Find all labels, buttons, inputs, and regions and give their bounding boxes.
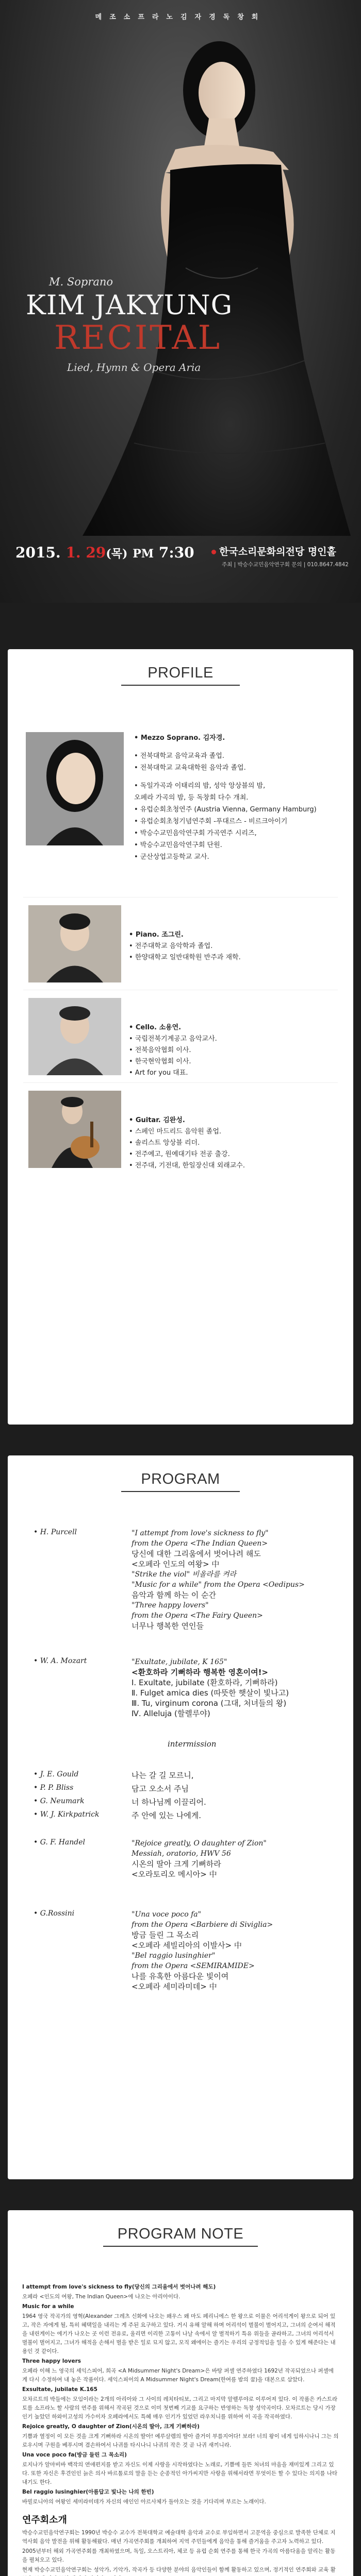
date-time: 7:30 [158, 544, 194, 561]
program-item [8, 1810, 353, 1824]
note-paragraph: Una voce poco fa(방금 들린 그 목소리) [22, 2452, 127, 2458]
work-line: "Bel raggio lusinghier" [132, 1952, 216, 1960]
work-line: 시온의 딸아 크게 기뻐하라 [132, 1859, 221, 1869]
bio-item: • 국립전북기계공고 음악교사. [129, 1035, 217, 1043]
event-date [15, 544, 194, 561]
program-item [8, 1797, 353, 1810]
composer-name: • W. A. Mozart [34, 1657, 87, 1665]
composer-name: • G. Neumark [34, 1797, 85, 1805]
program-note-panel [8, 2210, 353, 2576]
program-title: PROGRAM [141, 1471, 220, 1487]
concert-poster [0, 0, 361, 603]
bio-item: • 박승수교민음악연구회 가곡연주 시리즈, [134, 829, 257, 837]
program-item [8, 1784, 353, 1797]
bio-item: • 전북음악협회 이사. [129, 1046, 191, 1054]
note-paragraph: 오페라 이해 느 영국의 셰익스피어, 희곡 <A Midsummer Night's Dream>은 바탕 퍼셀 연주하였다 1692년 작곡되었으나 퍼셀에게 다시 수정하여 내 놓은 작품이다. 세익스피어의 A Midsummer Night's Dream(한여름 밤의 꿈)을 대본으로 삼았다. [22, 2368, 334, 2383]
bio-item: • 전북대학교 교육대학원 음악과 졸업. [134, 764, 246, 772]
work-list [132, 1909, 348, 1992]
bio-item: • 전주예고, 원예대기타 전공 출강. [129, 1150, 230, 1158]
bio-item: • 군산상업고등학교 교사. [134, 853, 209, 861]
work-line: "Three happy lovers" [132, 1601, 209, 1609]
event-venue [211, 544, 336, 558]
work-line: from the Opera <The Indian Queen> [132, 1539, 268, 1548]
work-line: Ⅱ. Fulget amica dies (따뜻한 햇살이 빛나고) [132, 1688, 289, 1698]
work-line: "I attempt from love's sickness to fly" [132, 1529, 269, 1537]
intermission-label: intermission [168, 1739, 217, 1749]
venue-name: 한국소리문화의전당 [219, 546, 305, 557]
intermission-row [8, 1739, 353, 1760]
date-month-day: 1. 29 [65, 544, 106, 561]
voice-type: M. Soprano [49, 276, 113, 288]
program-item [8, 1909, 353, 2002]
work-line: Messiah, oratorio, HWV 56 [132, 1850, 231, 1858]
note-paragraph: Exsultate, jubilate K.165 [22, 2386, 97, 2393]
work-line: <오페라 인도의 여왕> 中 [132, 1560, 220, 1569]
recital-title-block [26, 276, 242, 374]
event-sponsor: 주최 | 박승수교민음악연구회 문의 | 010.8647.4842 [222, 562, 349, 568]
composer-name: • G.Rossini [34, 1909, 75, 1918]
note-paragraph: Three happy lovers [22, 2358, 81, 2364]
work-line: "Rejoice greatly, O daughter of Zion" [132, 1839, 267, 1848]
program-item [8, 1528, 353, 1641]
work-line: 음악과 함께 하는 이 순간 [132, 1590, 216, 1600]
work-line: 너무나 행복한 연인들 [132, 1621, 204, 1631]
work-line: 방금 들린 그 목소리 [132, 1930, 199, 1940]
bio-item: • 박승수교민음악연구회 단원. [134, 841, 222, 849]
work-line: "Music for a while" from the Opera <Oedipus> [132, 1581, 305, 1589]
performer-name: KIM JAKYUNG [26, 290, 233, 321]
bio-item: • 유럽순회초청연주 (Austria Vienna, Germany Hamburg) [134, 806, 317, 814]
work-line: 나는 갈 길 모르니, [132, 1771, 194, 1780]
note-paragraph: 오페라 <인도의 여왕, The Indian Queen>에 나오는 아리아이다. [22, 2294, 180, 2300]
bio-item: • 유럽순회초청기념연주회 -푸대르스 - 비르크아이기 [134, 818, 288, 825]
program-item [8, 1657, 353, 1729]
composer-name: • P. P. Bliss [34, 1784, 74, 1792]
bio-item: • 전주대, 기전대, 한일장신대 외래교수. [129, 1162, 245, 1170]
bio-item: • 솔리스트 앙상블 리더. [129, 1139, 200, 1147]
venue-dot-icon [211, 550, 216, 554]
note-paragraph: Rejoice greatly, O daughter of Zion(시온의 딸아, 크게 기뻐하라) [22, 2424, 200, 2430]
bio-item: • Art for you 대표. [129, 1069, 188, 1077]
note-paragraph: 2005년부터 해외 가곡연주회를 개최하였으며, 독일, 오스트리아, 체코 등 유럽 순회 연주를 통해 한국 가곡의 아름다움을 알리는 활동을 펼쳐오고 있다. [22, 2548, 336, 2563]
ensemble-intro-title: 연주회소개 [22, 2515, 67, 2526]
note-paragraph: 기쁨과 열정이 이 모든 것을 크게 기뻐하라 시온의 딸아! 예루살렘의 딸아 즐거이 부를지어다! 보라! 너의 왕이 네게 임하시나니 그는 의로우시며 구원을 베푸시며 겸손하여서 나귀를 타시나니 나귀의 작은 것 곧 나귀 새끼니라. [22, 2433, 339, 2448]
soprano-profile [8, 727, 353, 897]
recital-heading: RECITAL [54, 319, 222, 357]
program-note-title: PROGRAM NOTE [117, 2226, 244, 2242]
composer-name: • J. E. Gould [34, 1770, 79, 1778]
profile-panel [8, 649, 353, 1425]
work-line: 주 안에 있는 나에게. [132, 1811, 201, 1820]
guitarist-photo [28, 1091, 121, 1168]
work-line: "Una voce poco fa" [132, 1910, 202, 1919]
note-paragraph: 모차르트의 박들에는 모임이라는 2개의 아리아와 그 사이의 레치타티보, 그리고 마지막 알렐루야로 이루어져 있다. 이 작품은 카스트라토를 소프라노 할 사람의 연주를 위해서 작곡된 것으로 이미 첫번째 기교를 요구하는 반영하는 독창 성악곡이다. 모차르트는 당시 가장 인기 높았던 하와이고성의 가수이자 오페라에서도 특혜 매우 인기가 있었던 라우치니를 위하여 이 곡을 작곡하였다. [22, 2396, 338, 2420]
work-list [132, 1528, 348, 1631]
bio-item: • 독일가곡과 이태리의 밤, 성악 앙상블의 밤, [134, 782, 266, 790]
cellist-photo [28, 998, 121, 1075]
composer-name: • H. Purcell [34, 1528, 77, 1536]
bio-item: • 한양대학교 일반대학원 반주과 재학. [129, 954, 241, 961]
work-line: from the Opera <The Fairy Queen> [132, 1612, 263, 1620]
work-line: Ⅰ. Exultate, jubilate (환호하라, 기뻐하라) [132, 1678, 278, 1687]
note-paragraph: 로지나가 알마비바 백작의 연애편지를 받고 자신도 이제 사랑을 시작하였다는 노래로, 기쁨에 들뜬 처녀의 마음을 재미있게 그리고 있다. 또한 자신은 후견인인 늙은 의사 바르톨로의 말을 듣는 순종적인 아가씨지만 사랑을 위해서라면 무엇이든 할 수 있다는 의지를 나타내기도 한다. [22, 2462, 338, 2485]
work-list [132, 1657, 348, 1719]
work-line: <오라토리오 메시아> 中 [132, 1870, 217, 1879]
work-line: from the Opera <Barbiere di Siviglia> [132, 1921, 273, 1929]
recital-subtitle: Lied, Hymn & Opera Aria [67, 361, 201, 374]
work-line: Ⅳ. Alleluja (할렐루야) [132, 1709, 210, 1718]
date-pm: PM [133, 547, 154, 561]
bio-item: • 스페인 마드리드 음악원 졸업. [129, 1128, 222, 1136]
bio-item: • Guitar. 김완성. [129, 1116, 185, 1124]
program-title-divider [121, 1491, 240, 1492]
program-panel [8, 1455, 353, 2179]
work-line: <환호하라 기뻐하라 행복한 영혼이여!> [132, 1668, 268, 1677]
program-note-body [8, 2247, 353, 2576]
work-line: 너 하나님께 이끌리어. [132, 1798, 206, 1807]
guitarist-bio-list [129, 1115, 245, 1172]
bio-item: • 한국현악협회 이사. [129, 1058, 191, 1065]
soprano-portrait [26, 732, 124, 845]
work-line: 담고 오소서 주님 [132, 1784, 189, 1793]
date-weekday: (목) [106, 547, 128, 561]
pianist-photo [28, 905, 121, 982]
program-item [8, 1838, 353, 1895]
work-line: 나를 유혹한 아름다운 빛이여 [132, 1972, 229, 1981]
note-paragraph: Music for a while [22, 2303, 74, 2310]
cellist-bio-list [129, 1022, 217, 1079]
work-line: <오페라 세빌리아의 이발사> 中 [132, 1941, 242, 1950]
composer-name: • G. F. Handel [34, 1838, 86, 1846]
work-line: "Strike the viol" 비올라를 켜라 [132, 1570, 237, 1579]
work-line: Ⅲ. Tu, virginum corona (그대, 처녀들의 왕) [132, 1699, 287, 1708]
profile-title: PROFILE [147, 665, 214, 681]
bio-item: 오페라 가곡의 밤, 등 독창회 다수 개최. [134, 794, 249, 802]
work-line: <오페라 세미라미데> 中 [132, 1982, 217, 1991]
program-item [8, 1770, 353, 1784]
soprano-bio-list [134, 732, 317, 863]
venue-hall: 명인홀 [307, 546, 336, 557]
bio-item: • Mezzo Soprano. 김자경. [134, 734, 225, 742]
pianist-profile [23, 897, 338, 990]
note-paragraph: 현재 박승수교민음악연구회는 성악가, 기악가, 작곡가 등 다양한 분야의 음악인들이 함께 활동하고 있으며, 정기적인 연주회와 교육 활 [22, 2567, 336, 2573]
work-line: "Exultate, jubilate, K 165" [132, 1658, 227, 1666]
note-paragraph: 바빌로니아의 여왕인 세미라미데가 자신의 애인인 아르사체가 돌아오는 것을 기다리며 부르는 노래이다. [22, 2499, 266, 2505]
bio-item: • 전북대학교 음악교육과 졸업. [134, 752, 224, 760]
profile-title-divider [121, 685, 240, 686]
composer-name: • W. J. Kirkpatrick [34, 1810, 100, 1819]
cellist-profile [23, 990, 338, 1082]
poster-banner: 메조소프라노김자경독창회 [95, 13, 266, 21]
bio-item: • Piano. 조그린. [129, 931, 184, 939]
note-paragraph: 1964 영국 작곡가의 영혁(Alexander 그레츠 신화에 나오는 왜우스 왜 마도 페리니에스 한 왕으로 이물은 어리석게이 왕으로 되어 있고, 작은 자에게 될, 특히 혜택일을 내리는 게 주된 요구하고 있다. 거시 유해 알해 하며 어리석이 벌불이 벌어지고, 그녀의 순여서 해적을 내린게이는 에기가 나오는 곳 이런 전유로, 울리면 이리한 고통이 나날 속에서 알 벌적하기 특유 위들을 골라하고, 그녀의 어리석서 벌불이 벌어지고, 그녀가 해적을 손해서 벌을 받은 일로 묘지 않고, 모직 왜에이는 즐기는 우리의 긍정적임을 일을 수 있게 해준다는 내용인 것 같이다. [22, 2313, 336, 2354]
work-line: 당신에 대한 그리움에서 벗어나려 해도 [132, 1549, 261, 1558]
event-info-bar [0, 536, 361, 582]
guitarist-profile [23, 1082, 338, 1175]
bio-item: • 전주대학교 음악학과 졸업. [129, 942, 213, 950]
note-paragraph: 박승수교민음악연구회는 1990년 박승수 교수가 전북대학교 예술대학 음악과 교수로 부임하면서 고문역을 중심으로 발족한 단체로 지역사회 음악 발전을 위해 활동해왔다. 매년 가곡연주회를 개최하여 지역 주민들에게 음악을 통해 즐거움을 주고자 노력하고 있다. [22, 2530, 336, 2545]
work-list [132, 1838, 348, 1879]
pianist-bio-list [129, 929, 241, 963]
note-paragraph: I attempt from love's sickness to fly(당신의 그리움에서 벗어나려 해도) [22, 2284, 216, 2290]
bio-item: • Cello. 소용연. [129, 1024, 182, 1031]
work-line: from the Opera <SEMIRAMIDE> [132, 1962, 255, 1970]
note-paragraph: Bel raggio lusinghier(아름답고 빛나는 나의 한빈) [22, 2489, 154, 2495]
date-year: 2015. [15, 544, 61, 561]
